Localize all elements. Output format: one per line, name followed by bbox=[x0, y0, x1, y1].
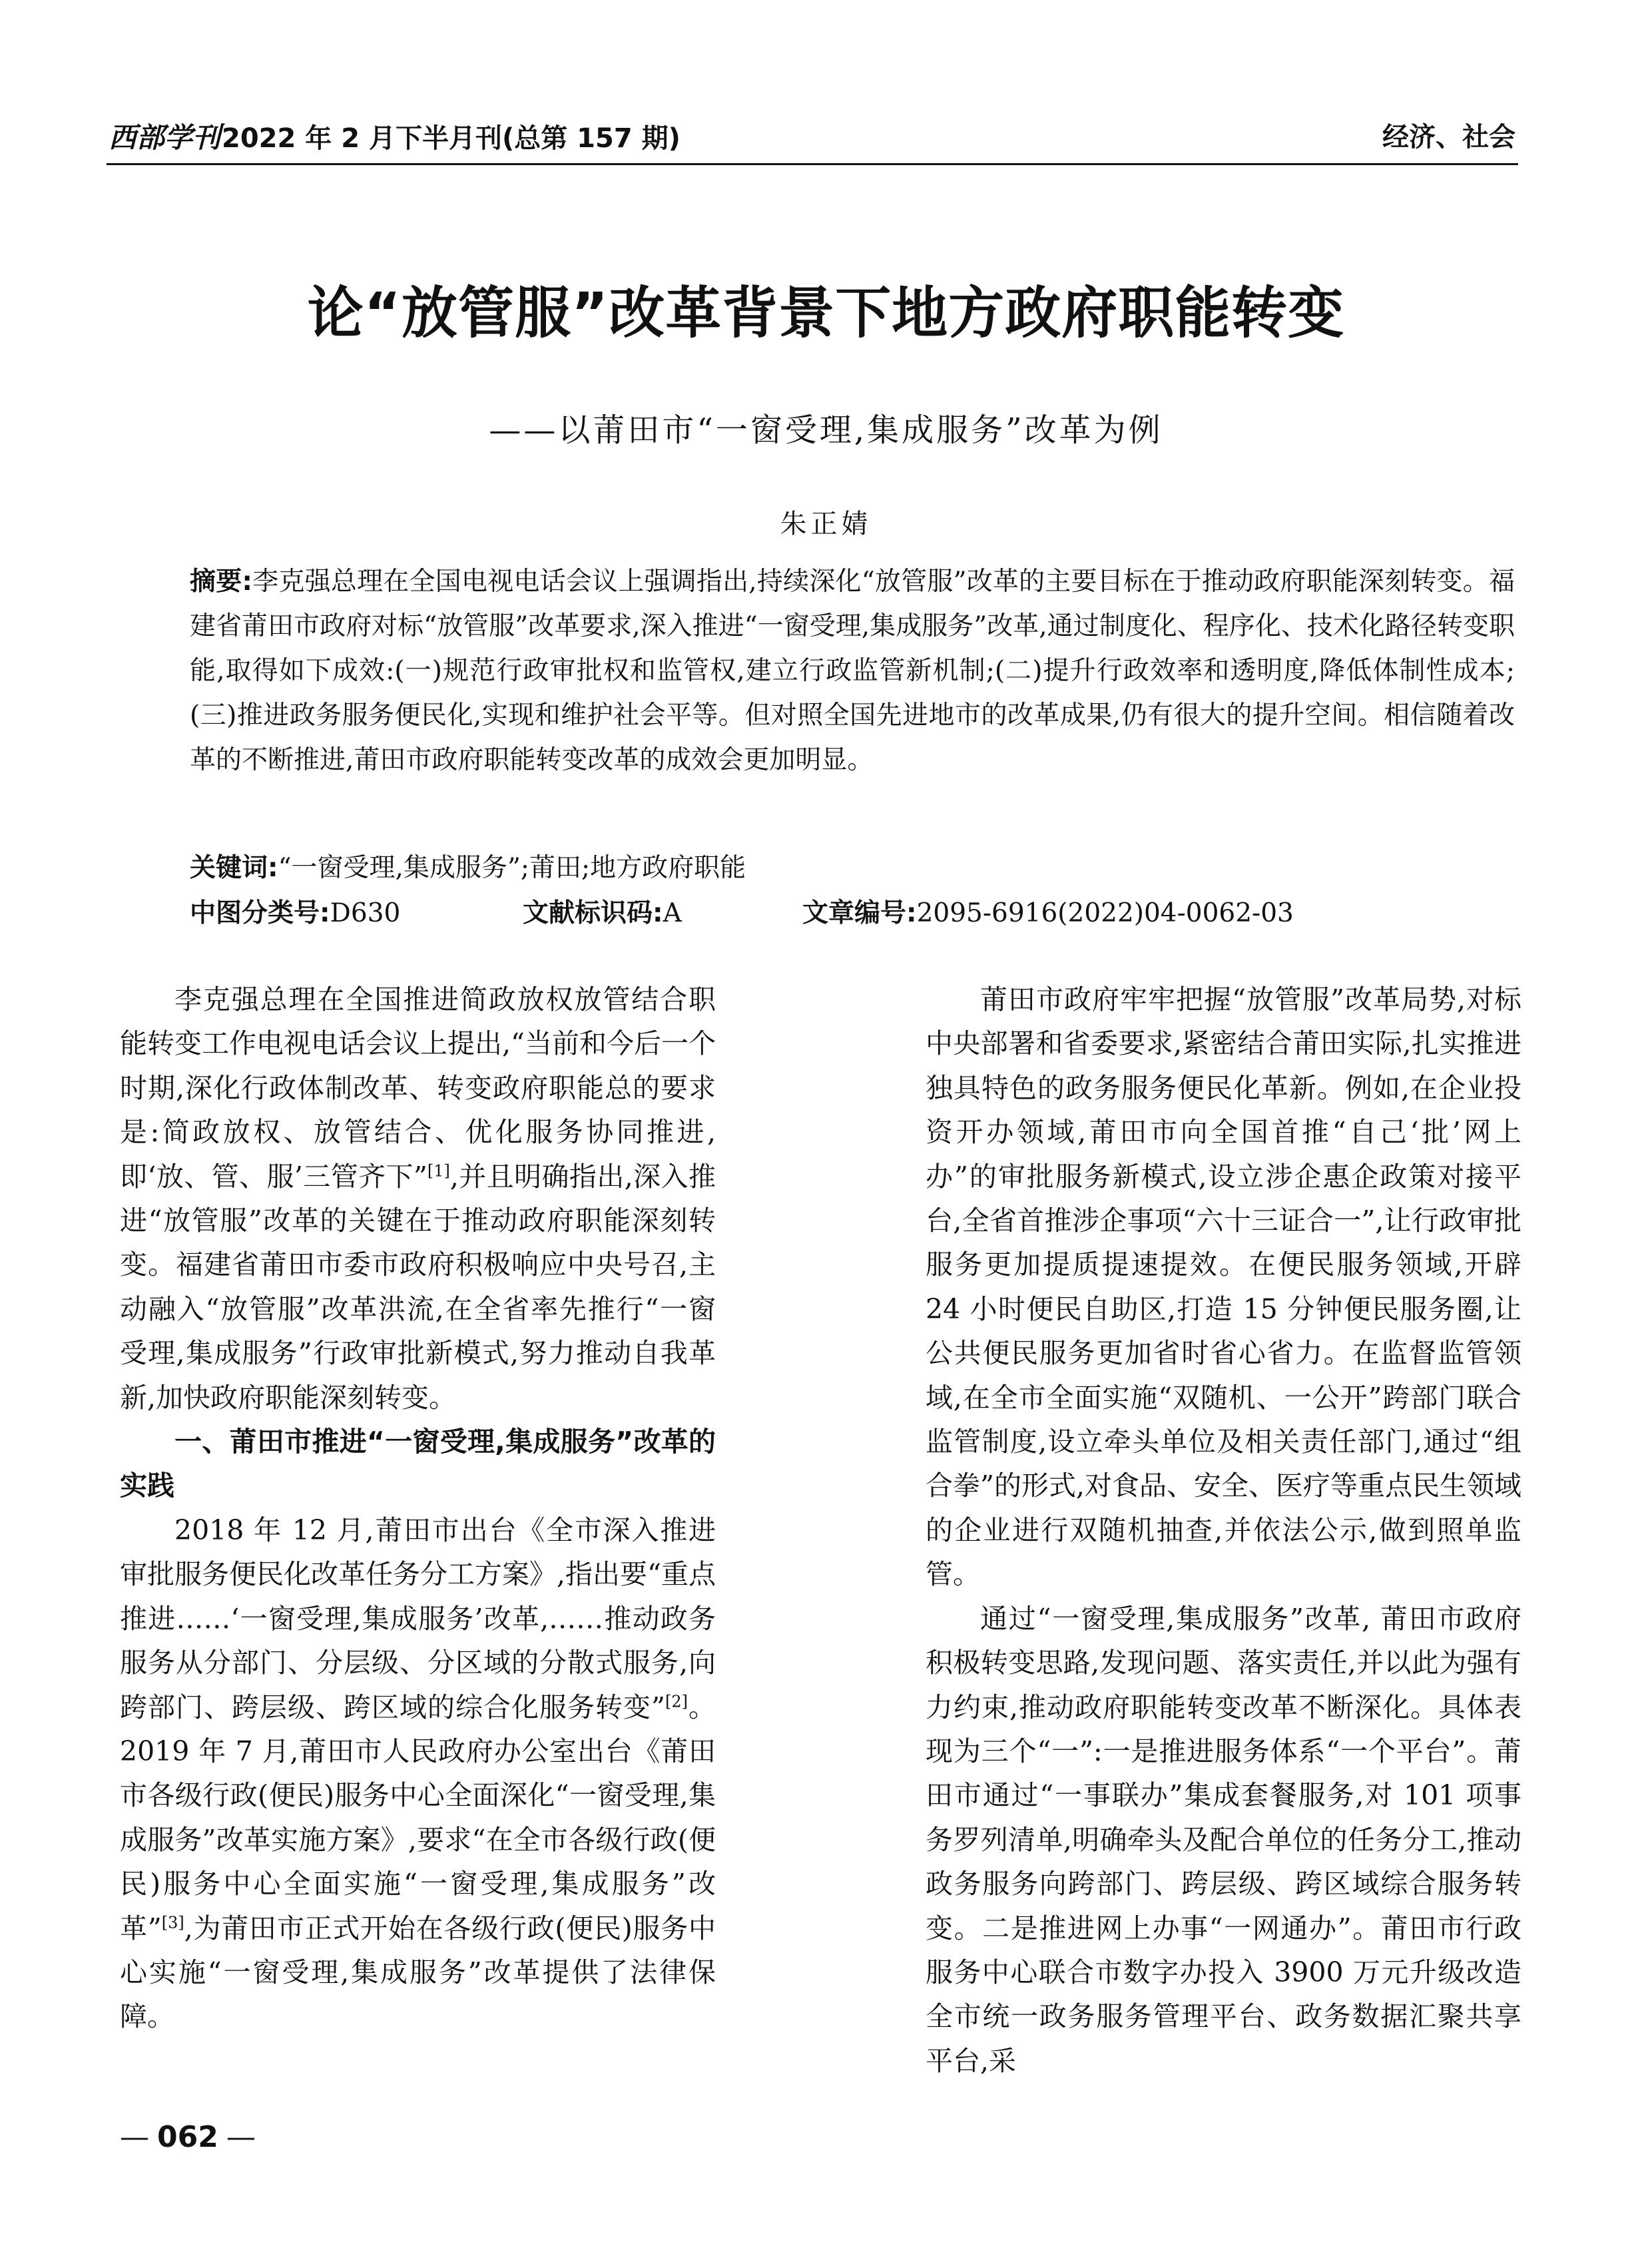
paragraph-text: 。2019 年 7 月,莆田市人民政府办公室出台《莆田市各级行政(便民)服务中心全面深化“一窗受理,集成服务”改革实施方案》,要求“在全市各级行政(便民)服务中心全面实施“一窗受理,集成服务”改革” bbox=[120, 1691, 716, 1944]
citation-ref: [1] bbox=[427, 1161, 450, 1180]
folio-dash: — bbox=[226, 2120, 256, 2154]
abstract-label: 摘要: bbox=[190, 567, 253, 597]
page-folio bbox=[120, 2120, 256, 2154]
running-header-journal bbox=[109, 116, 681, 156]
abstract-text: 李克强总理在全国电视电话会议上强调指出,持续深化“放管服”改革的主要目标在于推动政府职能深刻转变。福建省莆田市政府对标“放管服”改革要求,深入推进“一窗受理,集成服务”改革,通过制度化、程序化、技术化路径转变职能,取得如下成效:(一)规范行政审批权和监管权,建立行政监管新机制;(二)提升行政效率和透明度,降低体制性成本;(三)推进政务服务便民化,实现和维护社会平等。但对照全国先进地市的改革成果,仍有很大的提升空间。相信随着改革的不断推进,莆田市政府职能转变改革的成效会更加明显。 bbox=[190, 567, 1515, 775]
journal-logo: 西部学刊 bbox=[109, 121, 221, 154]
article-subtitle: ——以莆田市“一窗受理,集成服务”改革为例 bbox=[489, 412, 1163, 449]
paragraph-text: 2018 年 12 月,莆田市出台《全市深入推进审批服务便民化改革任务分工方案》,指出要“重点推进……‘一窗受理,集成服务’改革,……推动政务服务从分部门、分层级、分区域的分散式服务,向跨部门、跨层级、跨区域的综合化服务转变” bbox=[120, 1514, 716, 1723]
paragraph bbox=[120, 1508, 716, 2039]
section-heading: 一、莆田市推进“一窗受理,集成服务”改革的实践 bbox=[120, 1426, 716, 1502]
body-column-left bbox=[120, 978, 716, 2039]
section-label: 经济、社会 bbox=[1382, 122, 1515, 152]
article-title: 论“放管服”改革背景下地方政府职能转变 bbox=[307, 280, 1345, 346]
keywords-label: 关键词: bbox=[190, 853, 278, 883]
citation-ref: [3] bbox=[161, 1912, 184, 1932]
body-column-right bbox=[926, 978, 1521, 2083]
citation-ref: [2] bbox=[665, 1691, 688, 1711]
clc-label: 中图分类号: bbox=[190, 898, 330, 928]
article-number-value: 2095-6916(2022)04-0062-03 bbox=[916, 898, 1294, 928]
issue-info: 2022 年 2 月下半月刊(总第 157 期) bbox=[222, 123, 681, 154]
keywords bbox=[190, 847, 746, 884]
document-code bbox=[523, 892, 802, 930]
page-number: 062 bbox=[157, 2120, 218, 2154]
paragraph: 莆田市政府牢牢把握“放管服”改革局势,对标中央部署和省委要求,紧密结合莆田实际,扎实推进独具特色的政务服务便民化革新。例如,在企业投资开办领域,莆田市向全国首推“自己‘批’网上办”的审批服务新模式,设立涉企惠企政策对接平台,全省首推涉企事项“六十三证合一”,让行政审批服务更加提质提速提效。在便民服务领域,开辟 24 小时便民自助区,打造 15 分钟便民服务圈,让公共便民服务更加省时省心省力。在监督监管领域,在全市全面实施“双随机、一公开”跨部门联合监管制度,设立牵头单位及相关责任部门,通过“组合拳”的形式,对食品、安全、医疗等重点民生领域的企业进行双随机抽查,并依法公示,做到照单监管。 bbox=[926, 983, 1521, 1591]
folio-dash: — bbox=[120, 2120, 149, 2154]
paragraph-text: 李克强总理在全国推进简政放权放管结合职能转变工作电视电话会议上提出,“当前和今后一个时期,深化行政体制改革、转变政府职能总的要求是:简政放权、放管结合、优化服务协同推进,即‘放、管、服’三管齐下” bbox=[120, 983, 716, 1193]
author-name: 朱正婧 bbox=[780, 509, 872, 539]
document-code-value: A bbox=[663, 898, 682, 928]
paragraph: 通过“一窗受理,集成服务”改革, 莆田市政府积极转变思路,发现问题、落实责任,并以此为强有力约束,推动政府职能转变改革不断深化。具体表现为三个“一”:一是推进服务体系“一个平台”。莆田市通过“一事联办”集成套餐服务,对 101 项事务罗列清单,明确牵头及配合单位的任务分工,推动政务服务向跨部门、跨层级、跨区域综合服务转变。二是推进网上办事“一网通办”。莆田市行政服务中心联合市数字办投入 3900 万元升级改造全市统一政务服务管理平台、政务数据汇聚共享平台,采 bbox=[926, 1602, 1521, 2077]
keywords-text: “一窗受理,集成服务”;莆田;地方政府职能 bbox=[278, 853, 746, 883]
clc-number bbox=[190, 892, 523, 930]
paragraph-text: ,为莆田市正式开始在各级行政(便民)服务中心实施“一窗受理,集成服务”改革提供了法律保障。 bbox=[120, 1912, 716, 2033]
classification-row bbox=[190, 892, 1294, 930]
paragraph bbox=[120, 978, 716, 1420]
abstract bbox=[190, 559, 1515, 782]
clc-value: D630 bbox=[330, 898, 401, 928]
header-rule bbox=[107, 163, 1518, 165]
article-number-label: 文章编号: bbox=[802, 898, 917, 928]
document-code-label: 文献标识码: bbox=[523, 898, 663, 928]
article-number bbox=[802, 892, 1294, 930]
paragraph-text: ,并且明确指出,深入推进“放管服”改革的关键在于推动政府职能深刻转变。福建省莆田市委市政府积极响应中央号召,主动融入“放管服”改革洪流,在全省率先推行“一窗受理,集成服务”行政审批新模式,努力推动自我革新,加快政府职能深刻转变。 bbox=[120, 1160, 716, 1414]
